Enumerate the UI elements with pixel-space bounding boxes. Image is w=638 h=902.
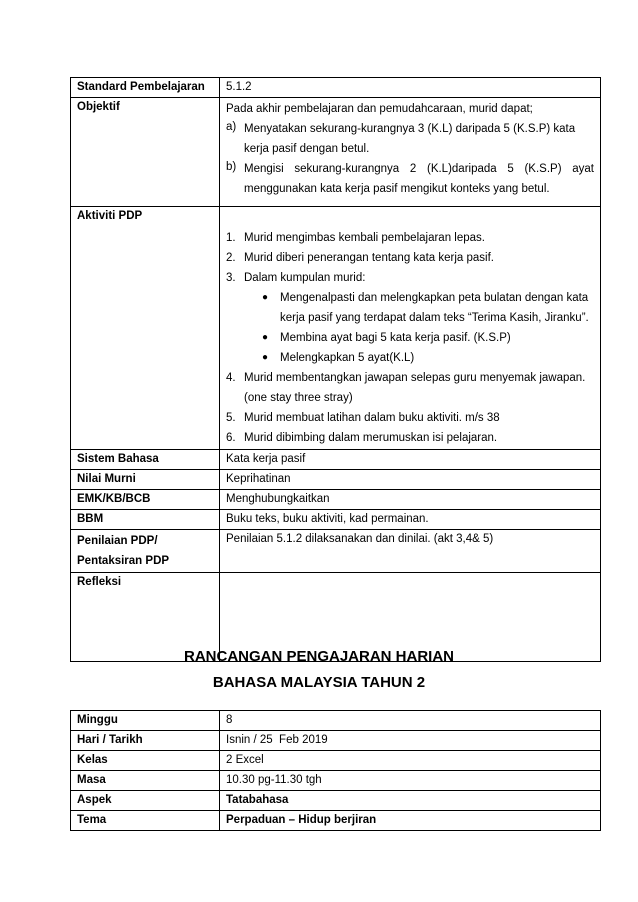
objektif-item xyxy=(226,159,594,199)
aktiviti-step xyxy=(226,408,594,428)
bullet-item xyxy=(262,348,594,368)
hari-tarikh-label: Hari / Tarikh xyxy=(71,731,220,751)
standard-label: Standard Pembelajaran xyxy=(71,78,220,98)
penilaian-label-line1: Penilaian PDP/ xyxy=(77,535,158,547)
row-bbm xyxy=(71,510,601,530)
bullet-dot-icon: ● xyxy=(262,352,269,363)
step-text: Murid membentangkan jawapan selepas guru menyemak jawapan. (one stay three stray) xyxy=(244,372,586,404)
step-text: Murid membuat latihan dalam buku aktiviti. m/s 38 xyxy=(244,412,500,424)
row-sistem-bahasa xyxy=(71,450,601,470)
objektif-intro: Pada akhir pembelajaran dan pemudahcaraan, murid dapat; xyxy=(226,103,533,115)
aktiviti-bullets xyxy=(262,288,594,368)
minggu-label: Minggu xyxy=(71,711,220,731)
aktiviti-step xyxy=(226,248,594,268)
hari-tarikh-value: Isnin / 25 Feb 2019 xyxy=(220,731,601,751)
step-text: Murid dibimbing dalam merumuskan isi pelajaran. xyxy=(244,432,498,444)
nilai-value: Keprihatinan xyxy=(220,470,601,490)
bullet-dot-icon: ● xyxy=(262,332,269,343)
sistem-label: Sistem Bahasa xyxy=(71,450,220,470)
penilaian-label xyxy=(71,530,220,573)
minggu-value: 8 xyxy=(220,711,601,731)
penilaian-label-line2: Pentaksiran PDP xyxy=(77,555,170,567)
objektif-marker: b) xyxy=(226,161,237,173)
lesson-details-table xyxy=(70,77,601,662)
step-number: 1. xyxy=(226,232,236,244)
document-heading-line2: BAHASA MALAYSIA TAHUN 2 xyxy=(212,674,426,691)
emk-label: EMK/KB/BCB xyxy=(71,490,220,510)
kelas-label: Kelas xyxy=(71,751,220,771)
step-number: 5. xyxy=(226,412,236,424)
emk-value: Menghubungkaitkan xyxy=(220,490,601,510)
row-penilaian xyxy=(71,530,601,573)
lesson-header-table xyxy=(70,710,601,831)
nilai-label: Nilai Murni xyxy=(71,470,220,490)
standard-value: 5.1.2 xyxy=(220,78,601,98)
aktiviti-steps xyxy=(226,228,594,448)
bullet-text: Melengkapkan 5 ayat(K.L) xyxy=(280,352,415,364)
objektif-text: Mengisi sekurang-kurangnya 2 (K.L)daripada 5 (K.S.P) ayat menggunakan kata kerja pasif mengikut konteks yang betul. xyxy=(244,163,594,195)
aspek-label: Aspek xyxy=(71,791,220,811)
objektif-item xyxy=(226,119,594,159)
row-objektif xyxy=(71,98,601,207)
bullet-item xyxy=(262,288,594,328)
row-aktiviti xyxy=(71,207,601,450)
step-number: 3. xyxy=(226,272,236,284)
penilaian-value: Penilaian 5.1.2 dilaksanakan dan dinilai. (akt 3,4& 5) xyxy=(220,530,601,573)
aktiviti-step xyxy=(226,268,594,288)
objektif-label: Objektif xyxy=(71,98,220,207)
sistem-value: Kata kerja pasif xyxy=(220,450,601,470)
step-text: Murid mengimbas kembali pembelajaran lepas. xyxy=(244,232,485,244)
bullet-text: Membina ayat bagi 5 kata kerja pasif. (K.S.P) xyxy=(280,332,511,344)
bullet-dot-icon: ● xyxy=(262,292,269,303)
row-emk xyxy=(71,490,601,510)
row-masa xyxy=(71,771,601,791)
refleksi-label: Refleksi xyxy=(71,573,220,662)
objektif-marker: a) xyxy=(226,121,237,133)
objektif-value xyxy=(220,98,601,207)
row-standard xyxy=(71,78,601,98)
masa-label: Masa xyxy=(71,771,220,791)
aktiviti-value xyxy=(220,207,601,450)
bbm-label: BBM xyxy=(71,510,220,530)
step-number: 6. xyxy=(226,432,236,444)
objektif-text: Menyatakan sekurang-kurangnya 3 (K.L) daripada 5 (K.S.P) kata kerja pasif dengan betul. xyxy=(244,123,576,155)
row-aspek xyxy=(71,791,601,811)
document-heading-line1: RANCANGAN PENGAJARAN HARIAN xyxy=(183,648,454,665)
aspek-value: Tatabahasa xyxy=(220,791,601,811)
tema-label: Tema xyxy=(71,811,220,831)
aktiviti-step xyxy=(226,428,594,448)
tema-value: Perpaduan – Hidup berjiran xyxy=(220,811,601,831)
aktiviti-label: Aktiviti PDP xyxy=(71,207,220,450)
row-tema xyxy=(71,811,601,831)
aktiviti-step xyxy=(226,368,594,408)
row-nilai-murni xyxy=(71,470,601,490)
bullet-item xyxy=(262,328,594,348)
step-text: Dalam kumpulan murid: xyxy=(244,272,366,284)
bullet-text: Mengenalpasti dan melengkapkan peta bulatan dengan kata kerja pasif yang terdapat dalam teks “Terima Kasih, Jiranku”. xyxy=(280,292,589,324)
aktiviti-step xyxy=(226,228,594,248)
bbm-value: Buku teks, buku aktiviti, kad permainan. xyxy=(220,510,601,530)
step-number: 4. xyxy=(226,372,236,384)
step-text: Murid diberi penerangan tentang kata kerja pasif. xyxy=(244,252,494,264)
row-kelas xyxy=(71,751,601,771)
row-minggu xyxy=(71,711,601,731)
kelas-value: 2 Excel xyxy=(220,751,601,771)
row-hari-tarikh xyxy=(71,731,601,751)
step-number: 2. xyxy=(226,252,236,264)
masa-value: 10.30 pg-11.30 tgh xyxy=(220,771,601,791)
